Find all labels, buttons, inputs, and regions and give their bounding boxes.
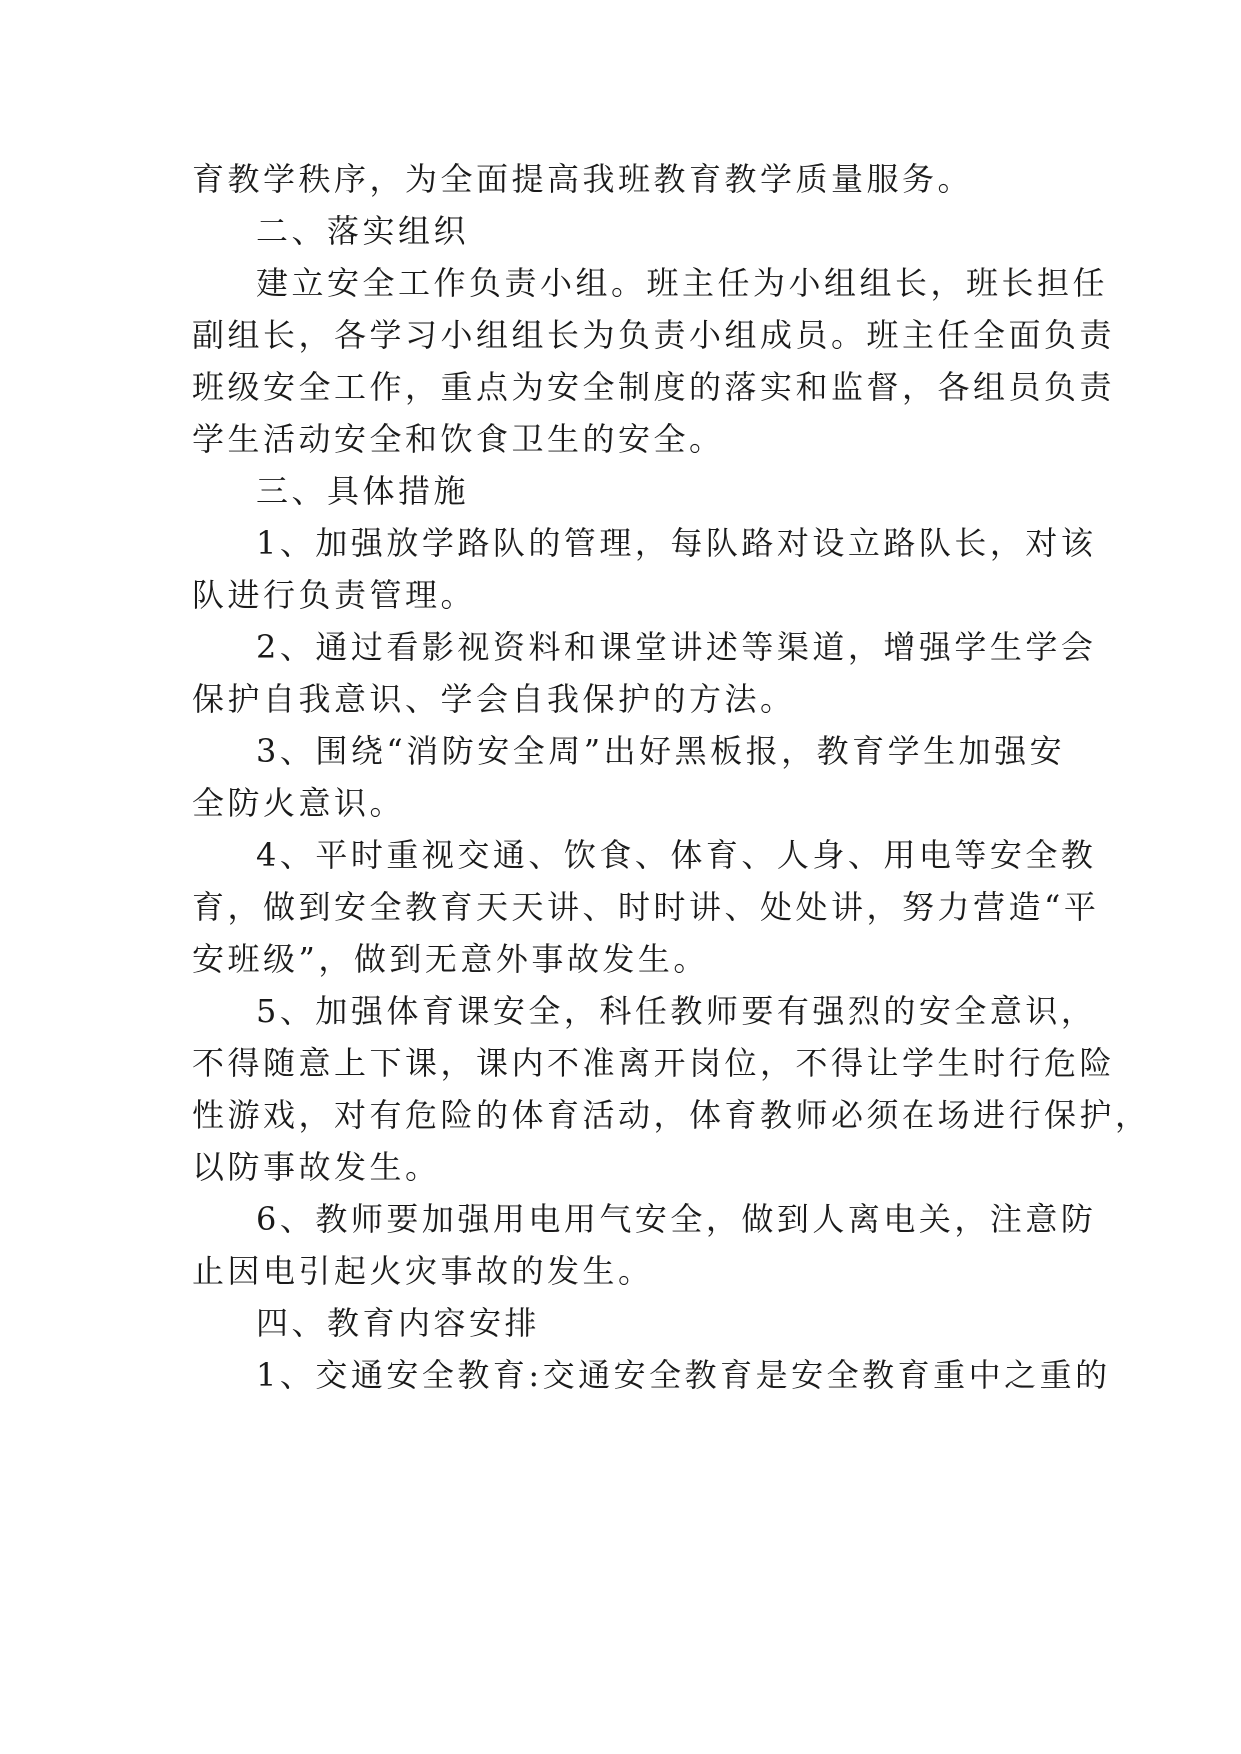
text-line: 以防事故发生。 — [192, 1148, 441, 1186]
text-line: 性游戏，对有危险的体育活动，体育教师必须在场进行保护， — [192, 1096, 1151, 1134]
text-line: 6、教师要加强用电用气安全，做到人离电关，注意防 — [256, 1200, 1097, 1238]
text-line: 1、加强放学路队的管理，每队路对设立路队长，对该 — [256, 524, 1097, 562]
text-line: 不得随意上下课，课内不准离开岗位，不得让学生时行危险 — [192, 1044, 1116, 1082]
text-line: 育，做到安全教育天天讲、时时讲、处处讲，努力营造“平 — [192, 888, 1100, 926]
section-heading: 三、具体措施 — [256, 472, 470, 510]
text-line: 1、交通安全教育:交通安全教育是安全教育重中之重的 — [256, 1356, 1111, 1394]
text-line: 班级安全工作，重点为安全制度的落实和监督，各组员负责 — [192, 368, 1116, 406]
text-line: 副组长，各学习小组组长为负责小组成员。班主任全面负责 — [192, 316, 1116, 354]
text-line: 止因电引起火灾事故的发生。 — [192, 1252, 654, 1290]
text-line: 队进行负责管理。 — [192, 576, 477, 614]
text-line: 学生活动安全和饮食卫生的安全。 — [192, 420, 725, 458]
text-line: 全防火意识。 — [192, 784, 406, 822]
text-line: 2、通过看影视资料和课堂讲述等渠道，增强学生学会 — [256, 628, 1097, 666]
text-line: 3、围绕“消防安全周”出好黑板报，教育学生加强安 — [256, 732, 1066, 770]
section-heading: 二、落实组织 — [256, 212, 470, 250]
section-heading: 四、教育内容安排 — [256, 1304, 541, 1342]
text-line: 育教学秩序，为全面提高我班教育教学质量服务。 — [192, 160, 974, 198]
text-line: 保护自我意识、学会自我保护的方法。 — [192, 680, 796, 718]
text-line: 5、加强体育课安全，科任教师要有强烈的安全意识， — [256, 992, 1097, 1030]
text-line: 建立安全工作负责小组。班主任为小组组长，班长担任 — [256, 264, 1109, 302]
text-line: 4、平时重视交通、饮食、体育、人身、用电等安全教 — [256, 836, 1097, 874]
text-line: 安班级”，做到无意外事故发生。 — [192, 940, 709, 978]
